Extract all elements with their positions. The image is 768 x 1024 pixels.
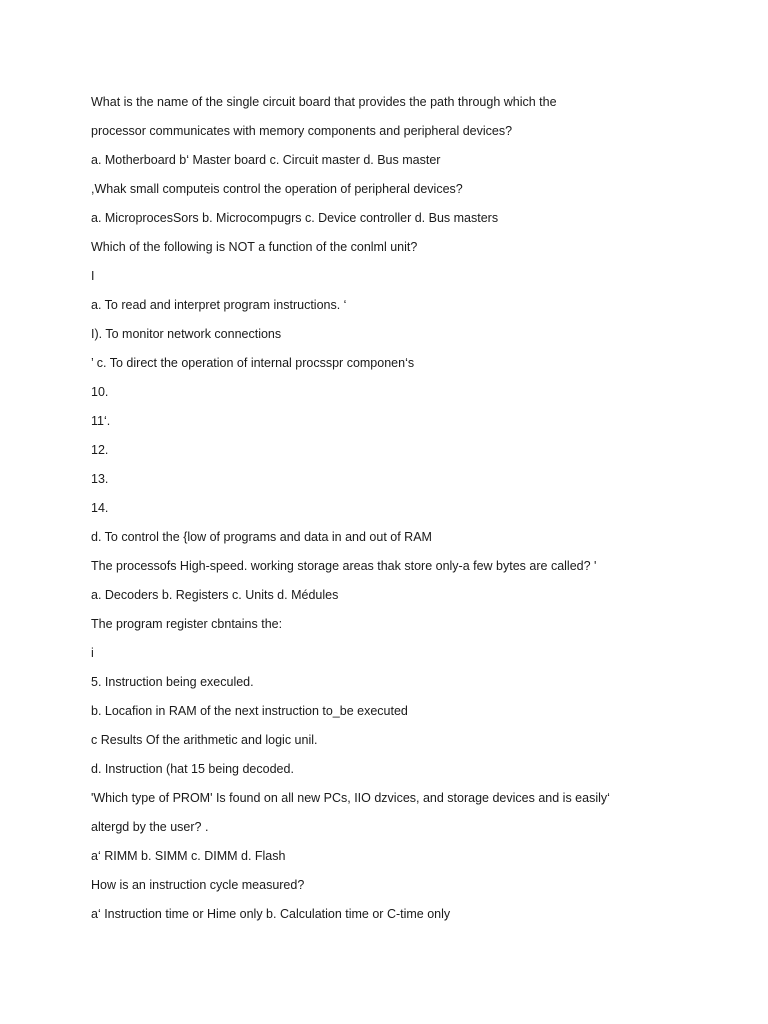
text-line: 11‘. [91, 414, 111, 428]
text-line: b. Locafion in RAM of the next instruction to_be executed [91, 704, 408, 718]
text-line: ,Whak small computeis control the operation of peripheral devices? [91, 182, 463, 196]
text-line: 10. [91, 385, 109, 399]
text-line: 14. [91, 501, 109, 515]
text-line: a. Decoders b. Registers c. Units d. Médules [91, 588, 339, 602]
text-line: altergd by the user? . [91, 820, 209, 834]
text-line: How is an instruction cycle measured? [91, 878, 305, 892]
text-line: 13. [91, 472, 109, 486]
text-line: a‘ RIMM b. SIMM c. DIMM d. Flash [91, 849, 286, 863]
text-line: i [91, 646, 94, 660]
text-line: I). To monitor network connections [91, 327, 282, 341]
text-line: c Results Of the arithmetic and logic unil. [91, 733, 318, 747]
text-line: d. To control the {low of programs and data in and out of RAM [91, 530, 432, 544]
text-line: 12. [91, 443, 109, 457]
text-line: I [91, 269, 95, 283]
text-line: 5. Instruction being execuled. [91, 675, 254, 689]
text-line: processor communicates with memory components and peripheral devices? [91, 124, 513, 138]
document-text [91, 90, 731, 931]
text-line: a. MicroprocesSors b. Microcompugrs c. Device controller d. Bus masters [91, 211, 499, 225]
text-line: a. To read and interpret program instructions. ‘ [91, 298, 347, 312]
text-line: d. Instruction (hat 15 being decoded. [91, 762, 294, 776]
text-line: What is the name of the single circuit board that provides the path through which the [91, 95, 557, 109]
text-line: The processofs High-speed. working storage areas thak store only-a few bytes are called? ' [91, 559, 597, 573]
text-line: Which of the following is NOT a function of the conlml unit? [91, 240, 418, 254]
text-line: The program register cbntains the: [91, 617, 283, 631]
text-line: 'Which type of PROM' Is found on all new PCs, IIO dzvices, and storage devices and is easily‘ [91, 791, 610, 805]
text-line: a‘ Instruction time or Hime only b. Calculation time or C-time only [91, 907, 451, 921]
text-line: ’ c. To direct the operation of internal procsspr componen‘s [91, 356, 415, 370]
text-line: a. Motherboard b‘ Master board c. Circuit master d. Bus master [91, 153, 441, 167]
